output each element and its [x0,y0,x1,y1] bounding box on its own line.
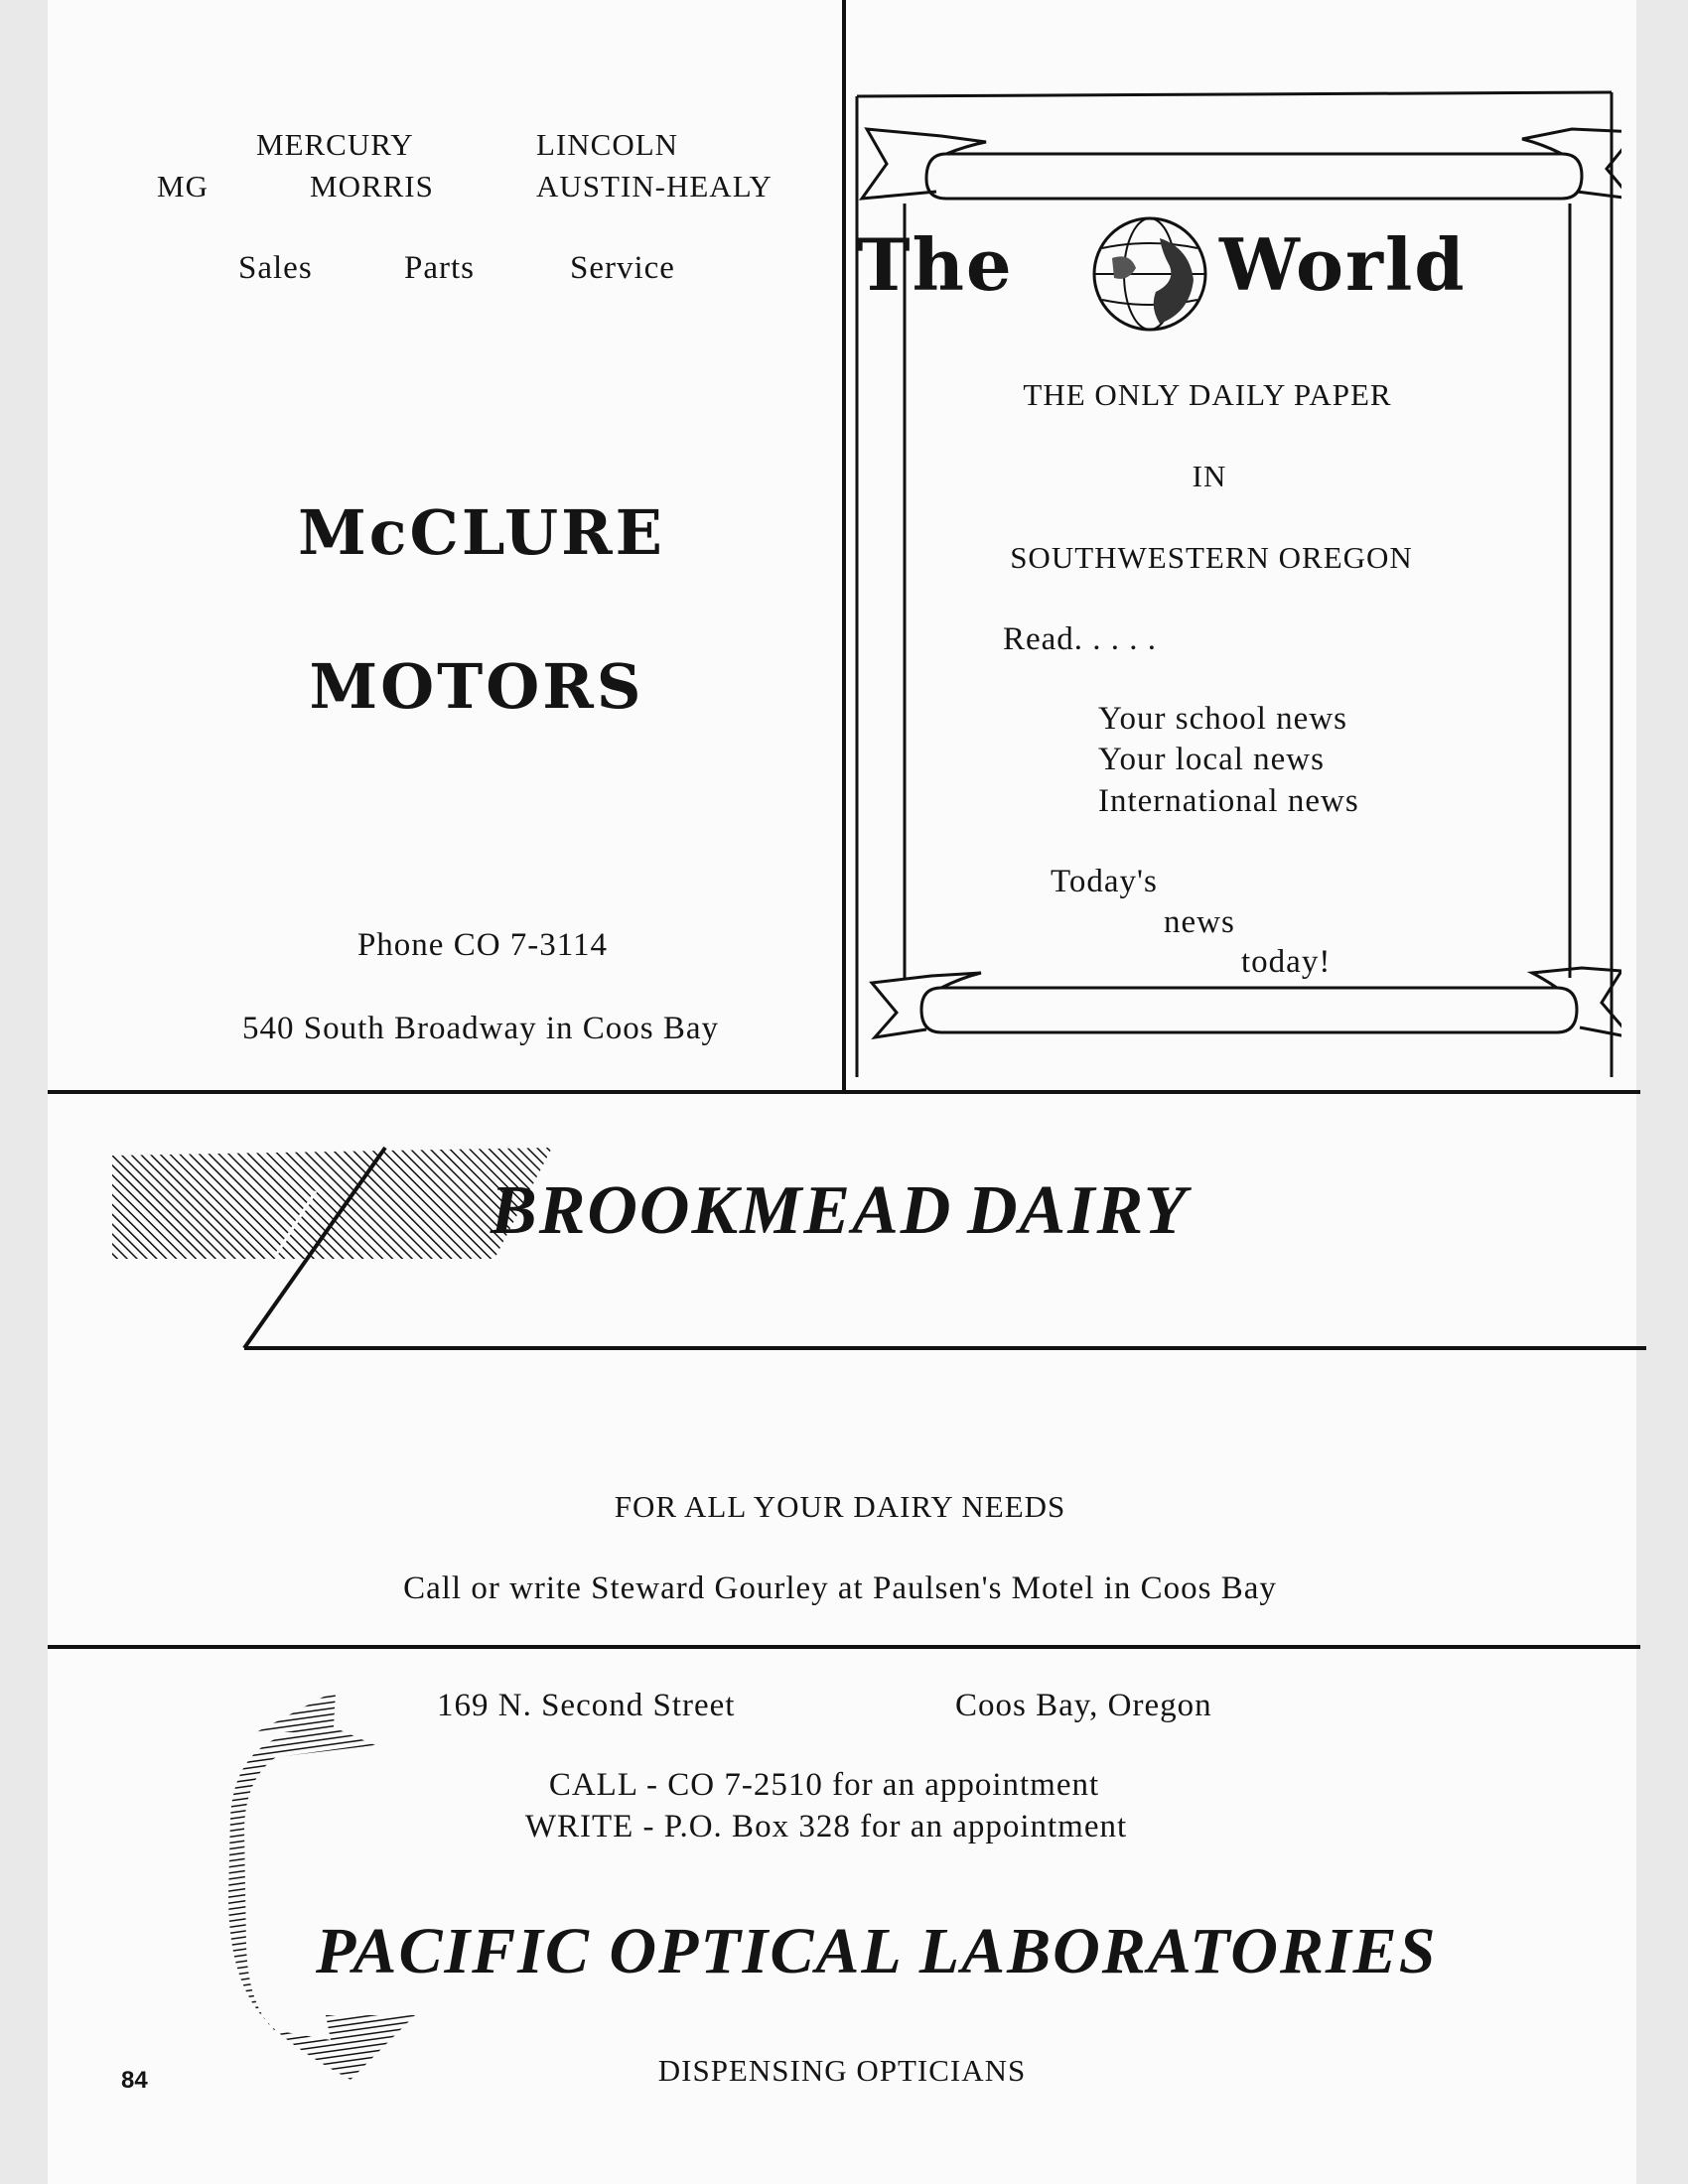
optical-city: Coos Bay, Oregon [955,1688,1212,1723]
world-title-the: The [857,222,1014,307]
dairy-contact: Call or write Steward Gourley at Paulsen's Motel in Coos Bay [403,1570,1277,1606]
yearbook-ad-page [48,0,1636,2184]
world-line-southwestern: SOUTHWESTERN OREGON [1010,540,1413,575]
optical-subtitle: DISPENSING OPTICIANS [657,2053,1027,2088]
vertical-divider [842,0,846,1092]
optical-write: WRITE - P.O. Box 328 for an appointment [524,1809,1128,1844]
world-line-in: IN [1192,459,1227,493]
world-line-only-daily: THE ONLY DAILY PAPER [1023,377,1392,412]
news-item-school: Your school news [1098,701,1347,737]
divider-bottom [48,1645,1640,1649]
optical-call: CALL - CO 7-2510 for an appointment [548,1767,1100,1803]
tagline-todays: Today's [1051,864,1158,899]
dairy-name-brookmead: BROOKMEAD [491,1172,953,1249]
service-service: Service [570,250,675,286]
brand-austin-healy: AUSTIN-HEALY [536,169,773,204]
motors-name: MOTORS [309,650,644,723]
divider-top [48,1090,1640,1094]
world-read: Read. . . . . [1003,621,1158,657]
news-item-international: International news [1098,783,1359,819]
mcclure-name: McCLURE [298,496,665,569]
dairy-tagline: FOR ALL YOUR DAIRY NEEDS [614,1489,1066,1524]
optical-name: PACIFIC OPTICAL LABORATORIES [316,1915,1438,1987]
tagline-today: today! [1241,944,1332,980]
globe-icon [1090,208,1209,340]
optical-arrow-logo [216,1688,514,2105]
dairy-name-dairy: DAIRY [967,1172,1189,1249]
service-parts: Parts [404,250,475,286]
brand-morris: MORRIS [310,169,434,204]
mcclure-address: 540 South Broadway in Coos Bay [241,1011,720,1046]
optical-street: 169 N. Second Street [437,1688,736,1723]
brand-mercury: MERCURY [256,127,414,162]
page-number: 84 [121,2067,148,2094]
tagline-news: news [1164,904,1235,940]
world-title-world: World [1219,222,1467,307]
service-sales: Sales [238,250,313,286]
news-item-local: Your local news [1098,742,1325,777]
brand-mg: MG [157,169,209,204]
mcclure-phone: Phone CO 7-3114 [356,927,609,963]
brand-lincoln: LINCOLN [536,127,679,162]
